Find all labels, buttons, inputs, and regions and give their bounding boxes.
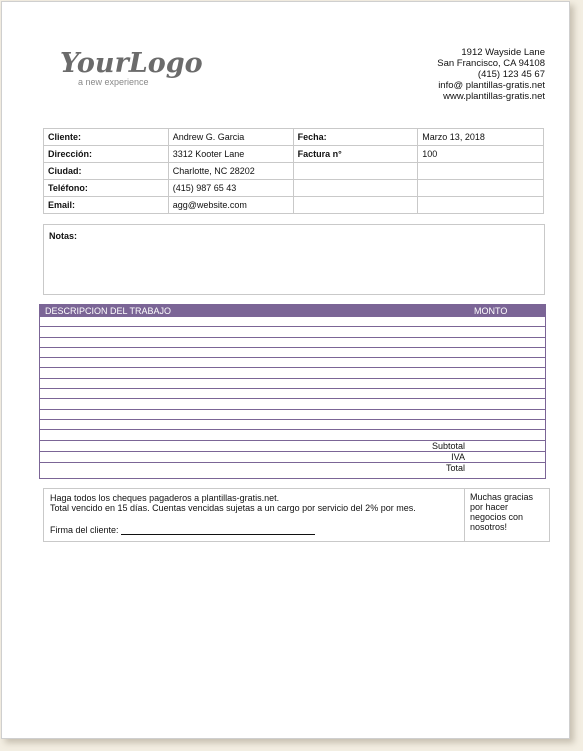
work-table-header [40,305,545,317]
address-value: 3312 Kooter Lane [168,146,293,163]
payment-due-terms: Total vencido en 15 días. Cuentas vencidas sujetas a un cargo por servicio del 2% por mes. [50,503,416,513]
total-label: Total [445,462,465,473]
client-row [44,163,544,180]
work-row [40,399,545,409]
work-row [40,348,545,358]
work-row [40,430,545,440]
subtotal-row [40,441,545,452]
address-website: www.plantillas-gratis.net [443,91,545,102]
empty-cell [418,197,544,214]
thank-you-note: Muchas gracias por hacer negocios con nosotros! [470,492,534,532]
invoice-number-label: Factura n° [293,146,418,163]
work-row [40,338,545,348]
empty-cell [293,197,418,214]
work-row [40,317,545,327]
email-label: Email: [44,197,169,214]
work-row [40,379,545,389]
phone-value: (415) 987 65 43 [168,180,293,197]
address-street: 1912 Wayside Lane [461,47,545,58]
company-logo [60,48,203,87]
client-label: Cliente: [44,129,169,146]
signature-label: Firma del cliente: [50,525,119,535]
empty-cell [418,163,544,180]
city-label: Ciudad: [44,163,169,180]
payment-terms [44,489,465,541]
subtotal-label: Subtotal [431,440,465,451]
amount-column-header: MONTO [474,306,508,316]
date-label: Fecha: [293,129,418,146]
logo-text: YourLogo [60,48,203,79]
work-row [40,389,545,399]
work-row [40,410,545,420]
signature-line[interactable] [121,526,315,535]
client-row [44,146,544,163]
notes-box [43,224,545,295]
date-value: Marzo 13, 2018 [418,129,544,146]
client-row [44,180,544,197]
client-row [44,129,544,146]
payment-instructions: Haga todos los cheques pagaderos a plantillas-gratis.net. [50,493,280,503]
tax-row [40,452,545,463]
company-address [437,47,545,102]
logo-tagline: a new experience [78,77,149,87]
invoice-number-value: 100 [418,146,544,163]
phone-label: Teléfono: [44,180,169,197]
email-value: agg@website.com [168,197,293,214]
total-row [40,463,545,474]
work-table [39,304,546,479]
empty-cell [418,180,544,197]
client-info-table [43,128,544,214]
work-row [40,358,545,368]
work-row [40,368,545,378]
address-city: San Francisco, CA 94108 [437,58,545,69]
signature-field [50,525,458,535]
address-phone: (415) 123 45 67 [477,69,545,80]
city-value: Charlotte, NC 28202 [168,163,293,180]
notes-label: Notas: [49,231,78,241]
address-email: info@ plantillas-gratis.net [438,80,545,91]
empty-cell [293,180,418,197]
payment-terms-box [43,488,550,542]
work-row [40,327,545,337]
work-row [40,420,545,430]
tax-label: IVA [451,451,465,462]
address-label: Dirección: [44,146,169,163]
description-column-header: DESCRIPCION DEL TRABAJO [45,306,172,316]
empty-cell [293,163,418,180]
client-row [44,197,544,214]
client-value: Andrew G. Garcia [168,129,293,146]
invoice-page [1,1,570,739]
